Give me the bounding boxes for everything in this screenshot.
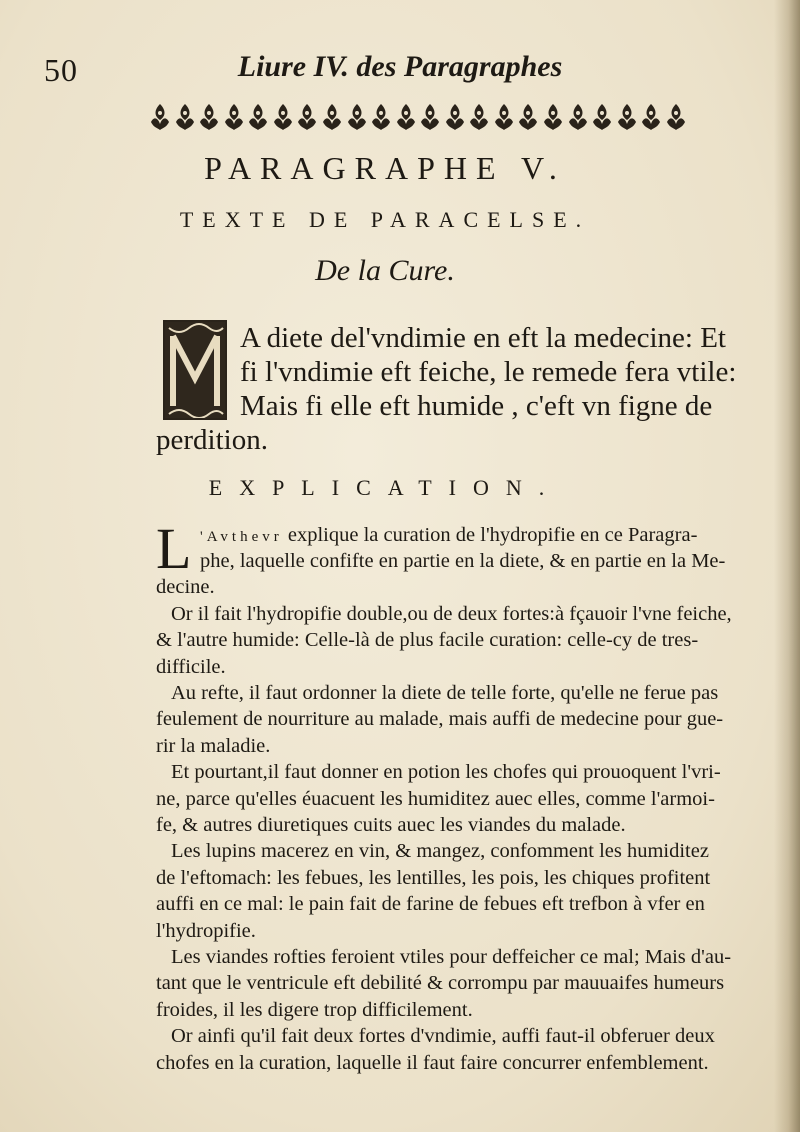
page-gutter-shadow (774, 0, 800, 1132)
fleuron-icon (664, 102, 688, 132)
fleuron-icon (639, 102, 663, 132)
text-line-4: perdition. (156, 424, 268, 456)
section-heading: PARAGRAPHE V. (204, 150, 566, 186)
explication-line: feulement de nourriture au malade, mais auffi de medecine pour gue- (156, 708, 724, 731)
explication-line: Au refte, il faut ordonner la diete de telle forte, qu'elle ne ferue pas (171, 682, 719, 704)
text-line-1: A diete del'vndimie en eft la medecine: Et (240, 322, 726, 354)
fleuron-icon (369, 102, 393, 132)
explication-line: rir la maladie. (156, 734, 271, 757)
explication-line: Les viandes rofties feroient vtiles pour deffeicher ce mal; Mais d'au- (171, 946, 732, 968)
explication-line: & l'autre humide: Celle-là de plus facile curation: celle-cy de tres- (156, 629, 699, 652)
running-head: Liure IV. des Paragraphes (237, 50, 563, 83)
fleuron-icon (295, 102, 319, 132)
explication-line: Et pourtant,il faut donner en potion les chofes qui prouoquent l'vri- (171, 761, 721, 784)
fleuron-icon (345, 102, 369, 132)
explication-line-1 (200, 524, 697, 547)
explication-line: l'hydropifie. (156, 919, 256, 942)
explication-line: ne, parce qu'elles éuacuent les humiditez auec elles, comme l'armoi- (156, 787, 715, 810)
fleuron-icon (541, 102, 565, 132)
fleuron-icon (148, 102, 172, 132)
fleuron-icon (173, 102, 197, 132)
fleuron-icon (222, 102, 246, 132)
explication-line: froides, il les digere trop difficilement. (156, 998, 473, 1021)
explication-line: chofes en la curation, laquelle il faut faire concurrer enfemblement. (156, 1051, 709, 1074)
text-line-3: Mais fi elle eft humide , c'eft vn figne de (240, 390, 713, 422)
fleuron-icon (590, 102, 614, 132)
author-smallcaps: 'Avthevr (200, 529, 283, 545)
fleuron-icon (246, 102, 270, 132)
fleuron-icon (566, 102, 590, 132)
fleuron-icon (418, 102, 442, 132)
explication-initial: L (156, 516, 192, 581)
explication-line-1-rest: explique la curation de l'hydropifie en ce Paragra- (282, 524, 698, 546)
explication-line: fe, & autres diuretiques cuits auec les viandes du malade. (156, 814, 626, 836)
explication-line: Or ainfi qu'il fait deux fortes d'vndimie, auffi faut-il obferuer deux (171, 1025, 715, 1048)
explication-line: auffi en ce mal: le pain fait de farine de febues eft trefbon à vfer en (156, 893, 705, 916)
explication-line: phe, laquelle confifte en partie en la diete, & en partie en la Me- (200, 550, 726, 572)
explication-line: Les lupins macerez en vin, & mangez, confomment les humiditez (171, 840, 709, 863)
page-number: 50 (44, 52, 78, 88)
fleuron-icon (516, 102, 540, 132)
fleuron-icon (443, 102, 467, 132)
fleuron-icon (320, 102, 344, 132)
fleuron-icon (197, 102, 221, 132)
ornament-band (148, 100, 688, 134)
explication-line: decine. (156, 576, 215, 599)
explication-heading: EXPLICATION. (208, 475, 562, 500)
explication-line: difficile. (156, 655, 226, 678)
explication-line: tant que le ventricule eft debilité & corrompu par mauuaifes humeurs (156, 972, 725, 995)
explication-line: Or il fait l'hydropifie double,ou de deux fortes:à fçauoir l'vne feiche, (171, 602, 732, 625)
fleuron-icon (492, 102, 516, 132)
text-line-2: fi l'vndimie eft feiche, le remede fera vtile: (240, 356, 737, 388)
section-title: De la Cure. (315, 254, 455, 287)
section-subheading: TEXTE DE PARACELSE. (179, 207, 591, 232)
fleuron-icon (467, 102, 491, 132)
fleuron-icon (615, 102, 639, 132)
fleuron-icon (271, 102, 295, 132)
historiated-initial-icon (163, 320, 227, 420)
explication-line: de l'eftomach: les febues, les lentilles, les pois, les chiques profitent (156, 866, 711, 889)
fleuron-icon (394, 102, 418, 132)
